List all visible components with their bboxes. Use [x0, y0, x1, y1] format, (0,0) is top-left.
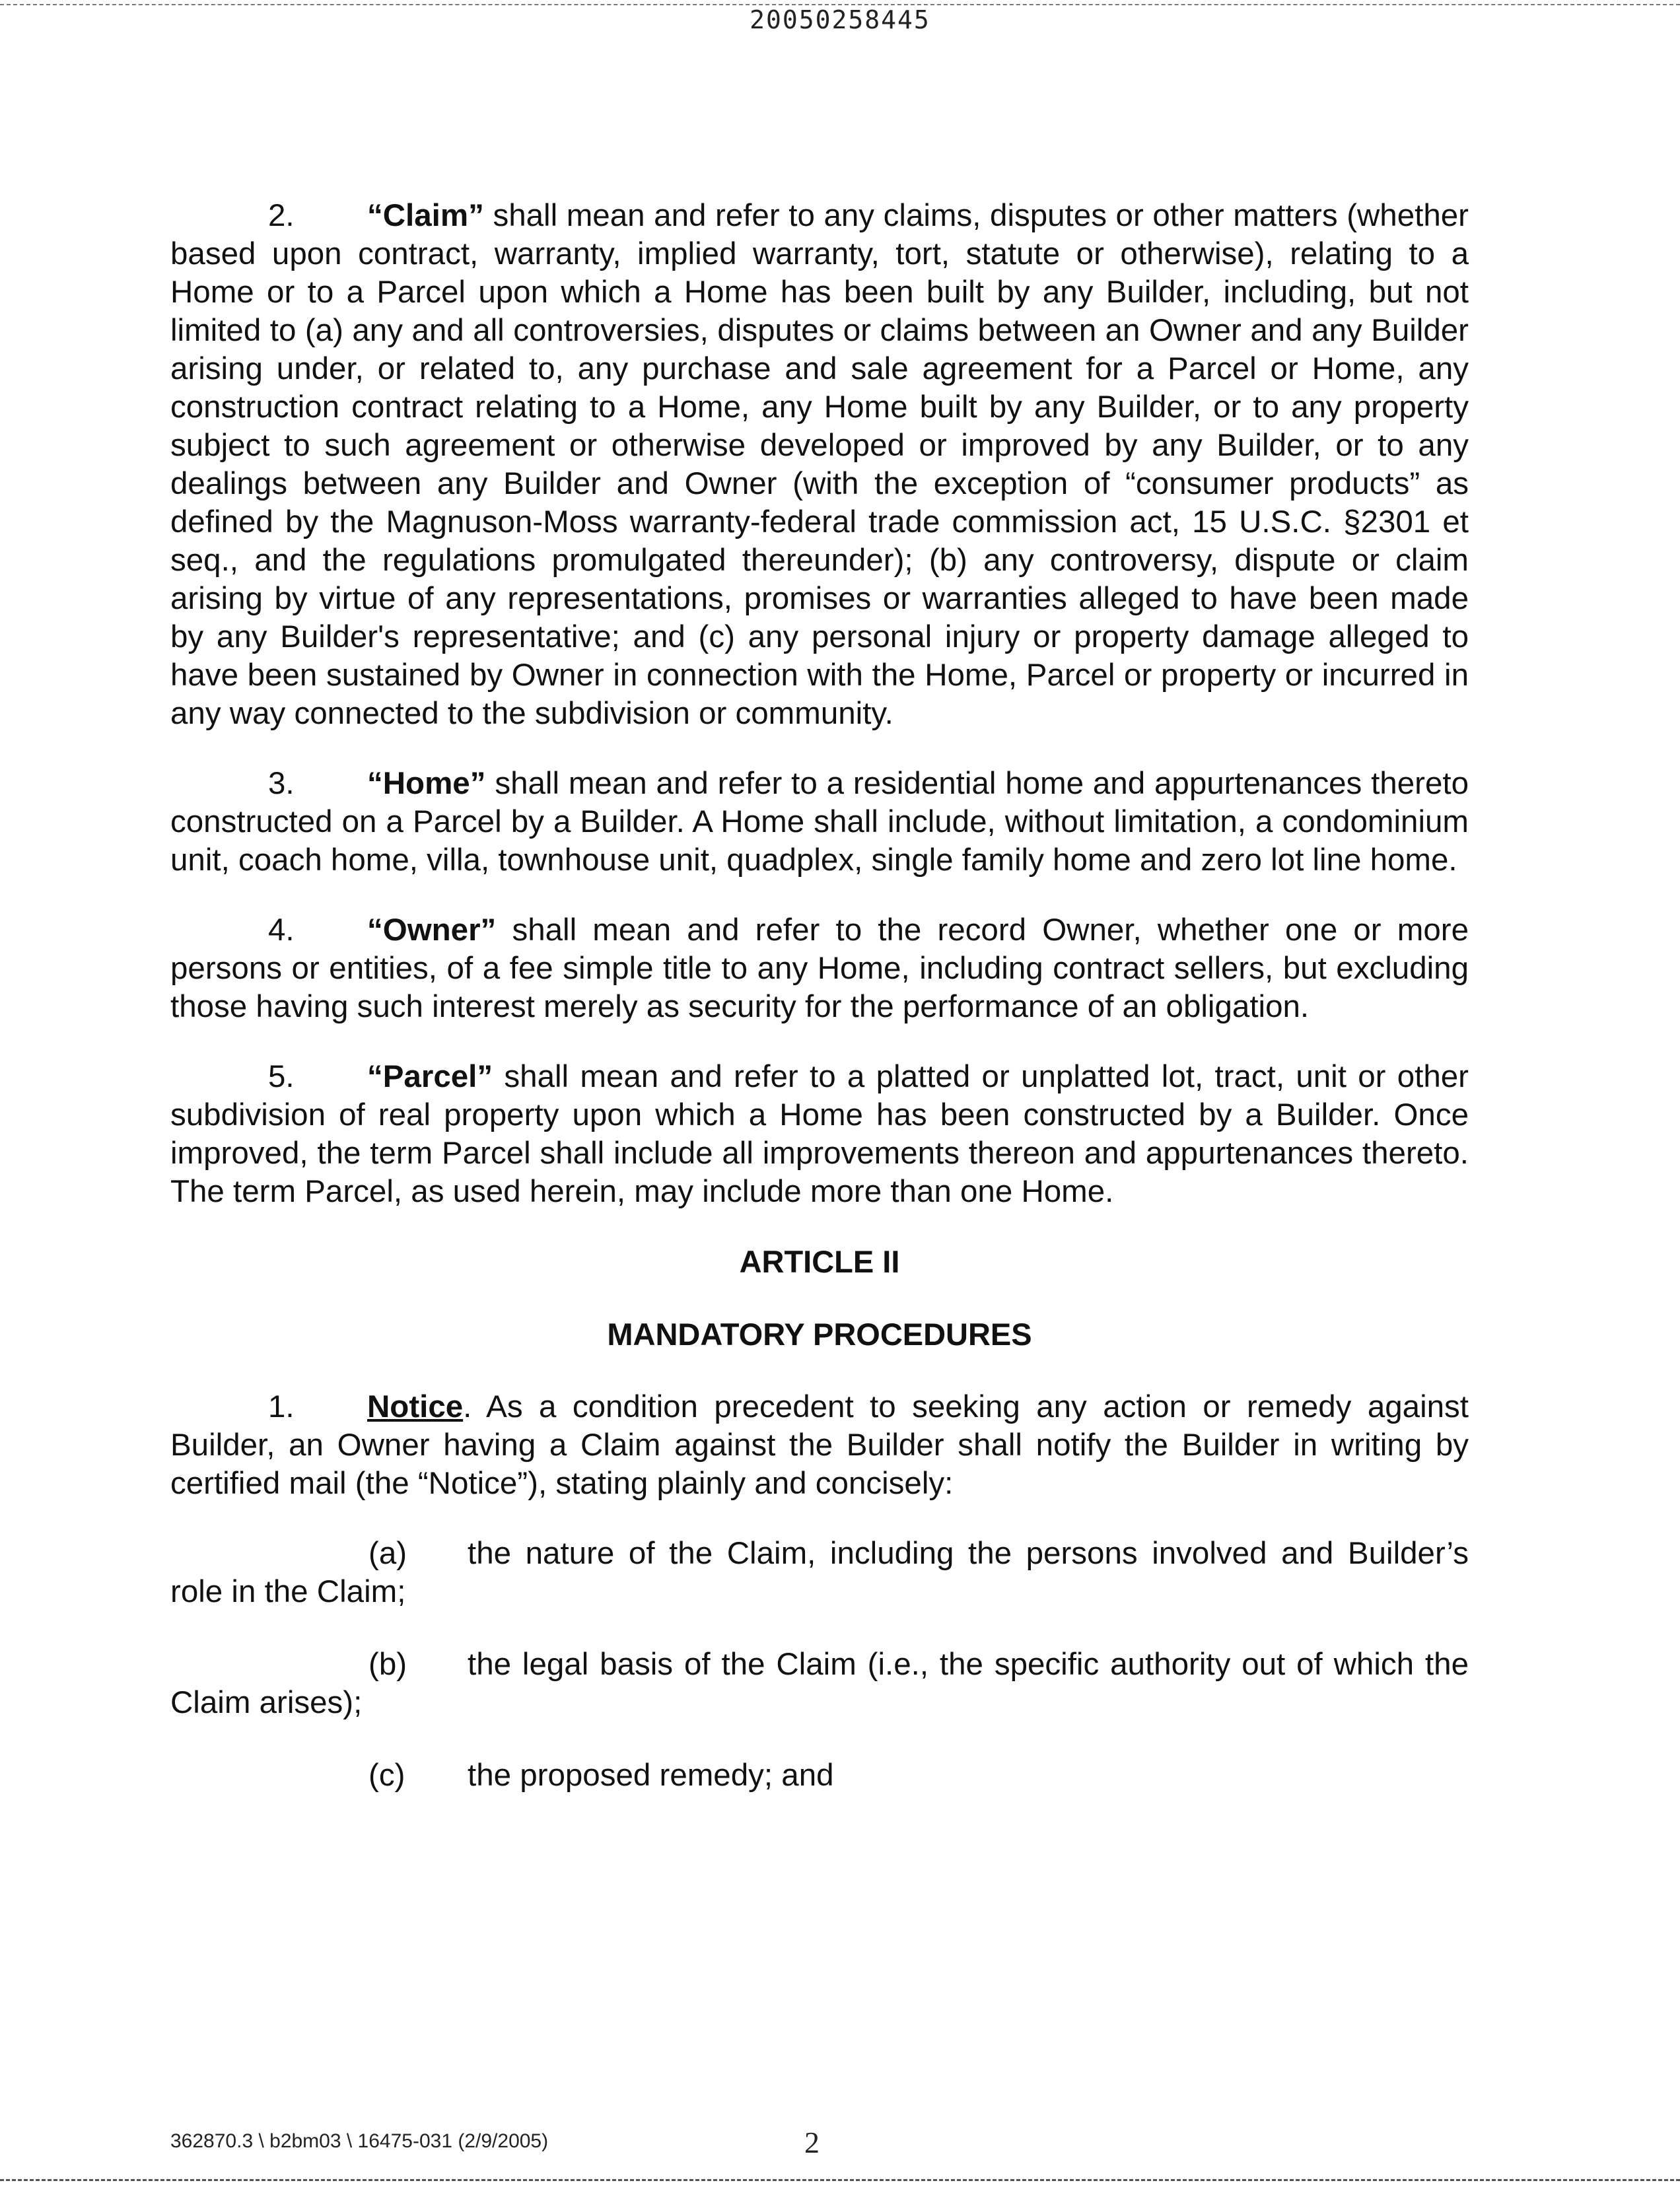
- subitem-label: (b): [368, 1647, 407, 1682]
- subitem-text: the legal basis of the Claim (i.e., the specific authority out of which the Claim arises);: [170, 1647, 1469, 1720]
- scan-edge-bottom: [0, 2179, 1680, 2181]
- notice-paragraph: [170, 1388, 1469, 1503]
- subitem-a: [170, 1535, 1469, 1611]
- notice-text: . As a condition precedent to seeking any action or remedy against Builder, an Owner having a Claim against the Builder shall notify the Builder in writing by certified mail (the “Notice”), stating plainly and concisely:: [170, 1389, 1469, 1501]
- page-body: [170, 197, 1469, 1795]
- subitem-text: the proposed remedy; and: [468, 1758, 834, 1793]
- subitem-b: [170, 1646, 1469, 1722]
- notice-label: Notice: [367, 1389, 464, 1424]
- definition-term: “Parcel”: [367, 1059, 493, 1094]
- subitem-text: the nature of the Claim, including the persons involved and Builder’s role in the Claim;: [170, 1536, 1469, 1609]
- page-number: 2: [804, 2126, 820, 2159]
- definition-text: shall mean and refer to a platted or unplatted lot, tract, unit or other subdivision of real property upon which a Home has been constructed by a Builder. Once improved, the term Parcel shall include all improvements thereon and appurtenances thereto. The term Parcel, as used herein, may include more than one Home.: [170, 1059, 1469, 1209]
- article-title: ARTICLE II: [739, 1244, 900, 1279]
- definition-term: “Claim”: [367, 198, 484, 233]
- definition-parcel: [170, 1058, 1469, 1211]
- document-number: 20050258445: [750, 5, 930, 34]
- subitem-c: [170, 1756, 1469, 1795]
- subitem-label: (a): [368, 1536, 407, 1571]
- definition-text: shall mean and refer to a residential home and appurtenances thereto constructed on a Parcel by a Builder. A Home shall include, without limitation, a condominium unit, coach home, villa, townhouse unit, quadplex, single family home and zero lot line home.: [170, 766, 1469, 878]
- definition-number: 5.: [268, 1059, 295, 1094]
- article-subtitle: MANDATORY PROCEDURES: [607, 1317, 1032, 1352]
- definition-number: 4.: [268, 913, 295, 948]
- definition-number: 2.: [268, 198, 295, 233]
- definition-term: “Owner”: [367, 913, 497, 948]
- definition-term: “Home”: [367, 766, 486, 801]
- definition-owner: [170, 911, 1469, 1026]
- definition-home: [170, 765, 1469, 880]
- definition-claim: [170, 197, 1469, 733]
- subitem-label: (c): [368, 1758, 405, 1793]
- definition-text: shall mean and refer to the record Owner, whether one or more persons or entities, of a fee simple title to any Home, including contract sellers, but excluding those having such interest merely as security for the performance of an obligation.: [170, 913, 1469, 1024]
- footer-document-id: 362870.3 \ b2bm03 \ 16475-031 (2/9/2005): [170, 2130, 549, 2152]
- definition-number: 3.: [268, 766, 295, 801]
- definition-text: shall mean and refer to any claims, disputes or other matters (whether based upon contract, warranty, implied warranty, tort, statute or otherwise), relating to a Home or to a Parcel upon which a Home has been built by any Builder, including, but not limited to (a) any and all controversies, disputes or claims between an Owner and any Builder arising under, or related to, any purchase and sale agreement for a Parcel or Home, any construction contract relating to a Home, any Home built by any Builder, or to any property subject to such agreement or otherwise developed or improved by any Builder, or to any dealings between any Builder and Owner (with the exception of “consumer products” as defined by the Magnuson-Moss warranty-federal trade commission act, 15 U.S.C. §2301 et seq., and the regulations promulgated thereunder); (b) any controversy, dispute or claim arising by virtue of any representations, promises or warranties alleged to have been made by any Builder's representative; and (c) any personal injury or property damage alleged to have been sustained by Owner in connection with the Home, Parcel or property or incurred in any way connected to the subdivision or community.: [170, 198, 1469, 731]
- notice-number: 1.: [268, 1389, 295, 1424]
